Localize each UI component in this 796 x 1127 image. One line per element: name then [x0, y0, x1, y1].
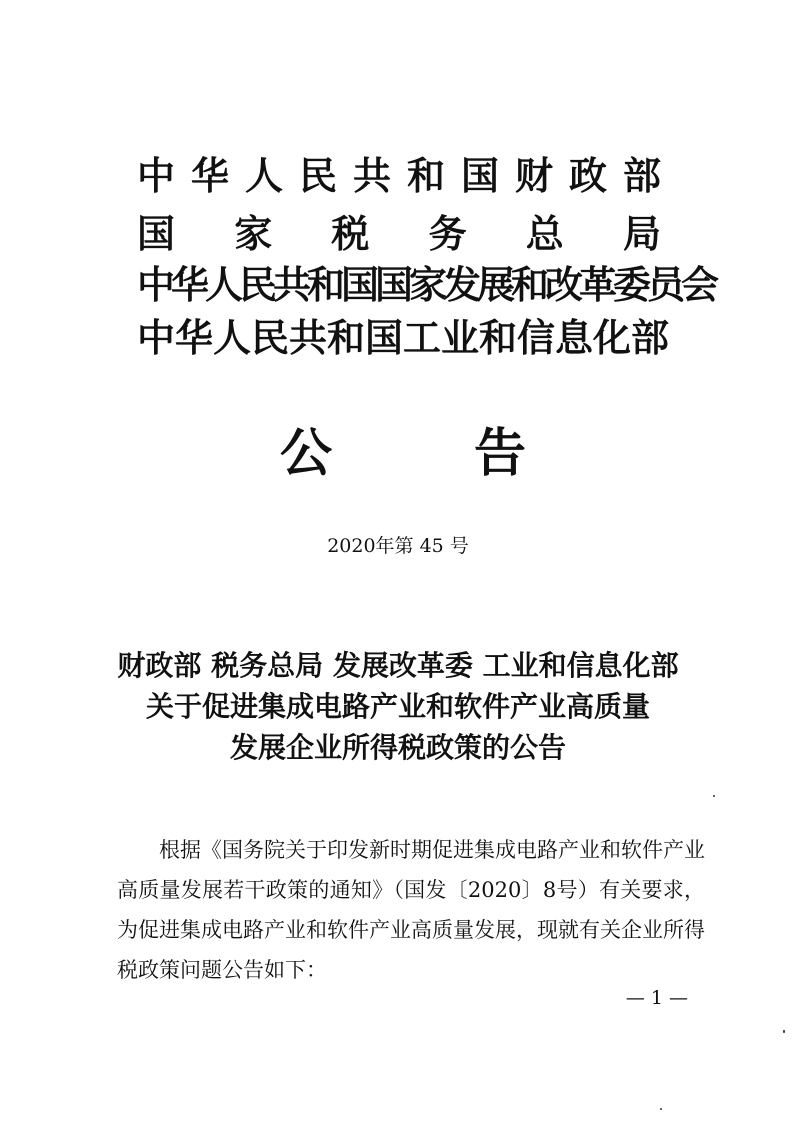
body-text	[117, 830, 705, 990]
issuer-ministry-of-finance: 中华人民共和国财政部	[137, 154, 661, 198]
document-number: 2020年第 45 号	[327, 535, 469, 557]
scan-speck	[713, 795, 715, 797]
document-type-heading: 公告	[280, 424, 526, 484]
issuer-ndrc: 中华人民共和国国家发展和改革委员会	[137, 263, 716, 307]
notice-title	[0, 645, 796, 768]
scan-speck	[783, 1030, 785, 1033]
page-number: — 1 —	[625, 987, 688, 1009]
issuer-miit: 中华人民共和国工业和信息化部	[137, 316, 670, 360]
body-paragraph: 根据《国务院关于印发新时期促进集成电路产业和软件产业高质量发展若干政策的通知》（国发〔2020〕8号）有关要求，为促进集成电路产业和软件产业高质量发展，现就有关企业所得税政策问题公告如下：	[117, 838, 705, 982]
scan-speck	[660, 1108, 662, 1110]
notice-title-line: 发展企业所得税政策的公告	[229, 731, 566, 764]
notice-title-line: 关于促进集成电路产业和软件产业高质量	[145, 690, 650, 723]
issuer-state-taxation-administration: 国家税务总局	[137, 212, 661, 256]
notice-title-line: 财政部 税务总局 发展改革委 工业和信息化部	[117, 649, 679, 682]
